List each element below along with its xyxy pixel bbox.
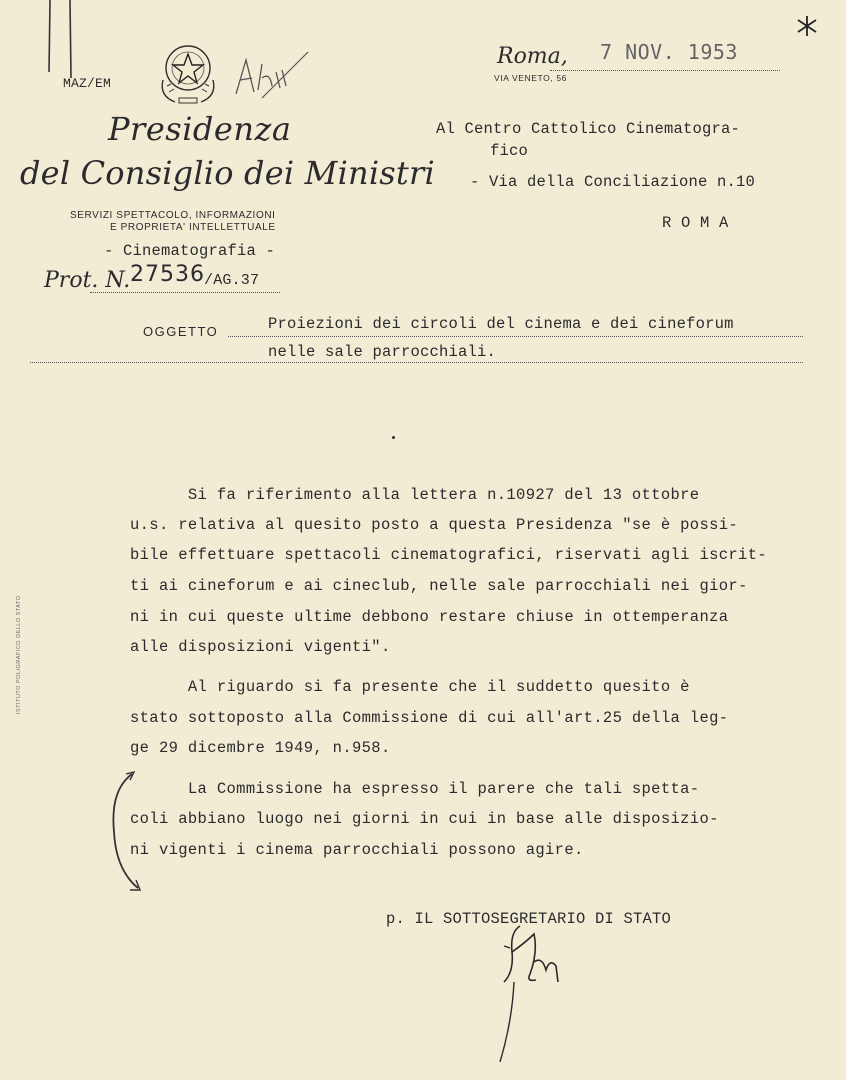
date-stamp: 7 NOV. 1953: [600, 40, 738, 64]
reference-code: MAZ/EM: [63, 76, 112, 91]
signature-title: p. IL SOTTOSEGRETARIO DI STATO: [386, 910, 672, 928]
recipient-line3: - Via della Conciliazione n.10: [470, 173, 756, 191]
protocol-dotted-line: [90, 292, 280, 293]
body-p3-line3: ni vigenti i cinema parrocchiali possono agire.: [130, 841, 584, 859]
body-p2-line1: Al riguardo si fa presente che il suddetto quesito è: [130, 678, 690, 696]
protocol-number: 27536: [130, 262, 205, 287]
institution-title-line2: del Consiglio dei Ministri: [20, 154, 435, 192]
body-p1-line6: alle disposizioni vigenti".: [130, 638, 391, 656]
dateline-dotted-line: [550, 70, 780, 71]
handwritten-signature: [490, 922, 570, 1067]
body-p1-line3: bile effettuare spettacoli cinematografici, riservati agli iscrit-: [130, 546, 767, 564]
body-p3-line2: coli abbiano luogo nei giorni in cui in base alle disposizio-: [130, 810, 719, 828]
dateline-address: VIA VENETO, 56: [494, 73, 567, 83]
body-p1-line2: u.s. relativa al quesito posto a questa Presidenza "se è possi-: [130, 516, 739, 534]
subject-dotted-line1: [228, 336, 803, 337]
printer-margin-text: ISTITUTO POLIGRAFICO DELLO STATO: [16, 595, 22, 714]
protocol-prefix: Prot. N.: [44, 268, 131, 293]
republic-emblem-icon: [155, 36, 221, 108]
body-p1-line5: ni in cui queste ultime debbono restare chiuse in ottemperanza: [130, 608, 729, 626]
top-pen-marks: [40, 0, 80, 80]
department-line1: SERVIZI SPETTACOLO, INFORMAZIONI: [70, 210, 276, 221]
body-p2-line3: ge 29 dicembre 1949, n.958.: [130, 739, 391, 757]
dateline-city: Roma,: [497, 44, 568, 69]
department-line2: E PROPRIETA' INTELLETTUALE: [110, 222, 276, 233]
margin-bracket-mark: [104, 770, 144, 894]
institution-title-line1: Presidenza: [108, 110, 292, 148]
subject-label: OGGETTO: [143, 324, 219, 339]
body-p1-line1: Si fa riferimento alla lettera n.10927 del 13 ottobre: [130, 486, 700, 504]
handwritten-initials: [232, 42, 312, 102]
body-p2-line2: stato sottoposto alla Commissione di cui all'art.25 della leg-: [130, 709, 729, 727]
division-name: - Cinematografia -: [104, 242, 276, 260]
subject-line1: Proiezioni dei circoli del cinema e dei cineforum: [268, 315, 734, 333]
protocol-suffix: /AG.37: [204, 272, 260, 289]
body-p3-line1: La Commissione ha espresso il parere che tali spetta-: [130, 780, 700, 798]
recipient-city: R O M A: [662, 214, 729, 232]
subject-dotted-line2: [30, 362, 803, 363]
body-p1-line4: ti ai cineforum e ai cineclub, nelle sale parrocchiali nei gior-: [130, 577, 748, 595]
asterisk-mark: [792, 12, 822, 40]
subject-line2: nelle sale parrocchiali.: [268, 343, 497, 361]
stray-dot: [392, 436, 395, 439]
recipient-line2: fico: [490, 142, 529, 160]
recipient-line1: Al Centro Cattolico Cinematogra-: [436, 120, 741, 138]
